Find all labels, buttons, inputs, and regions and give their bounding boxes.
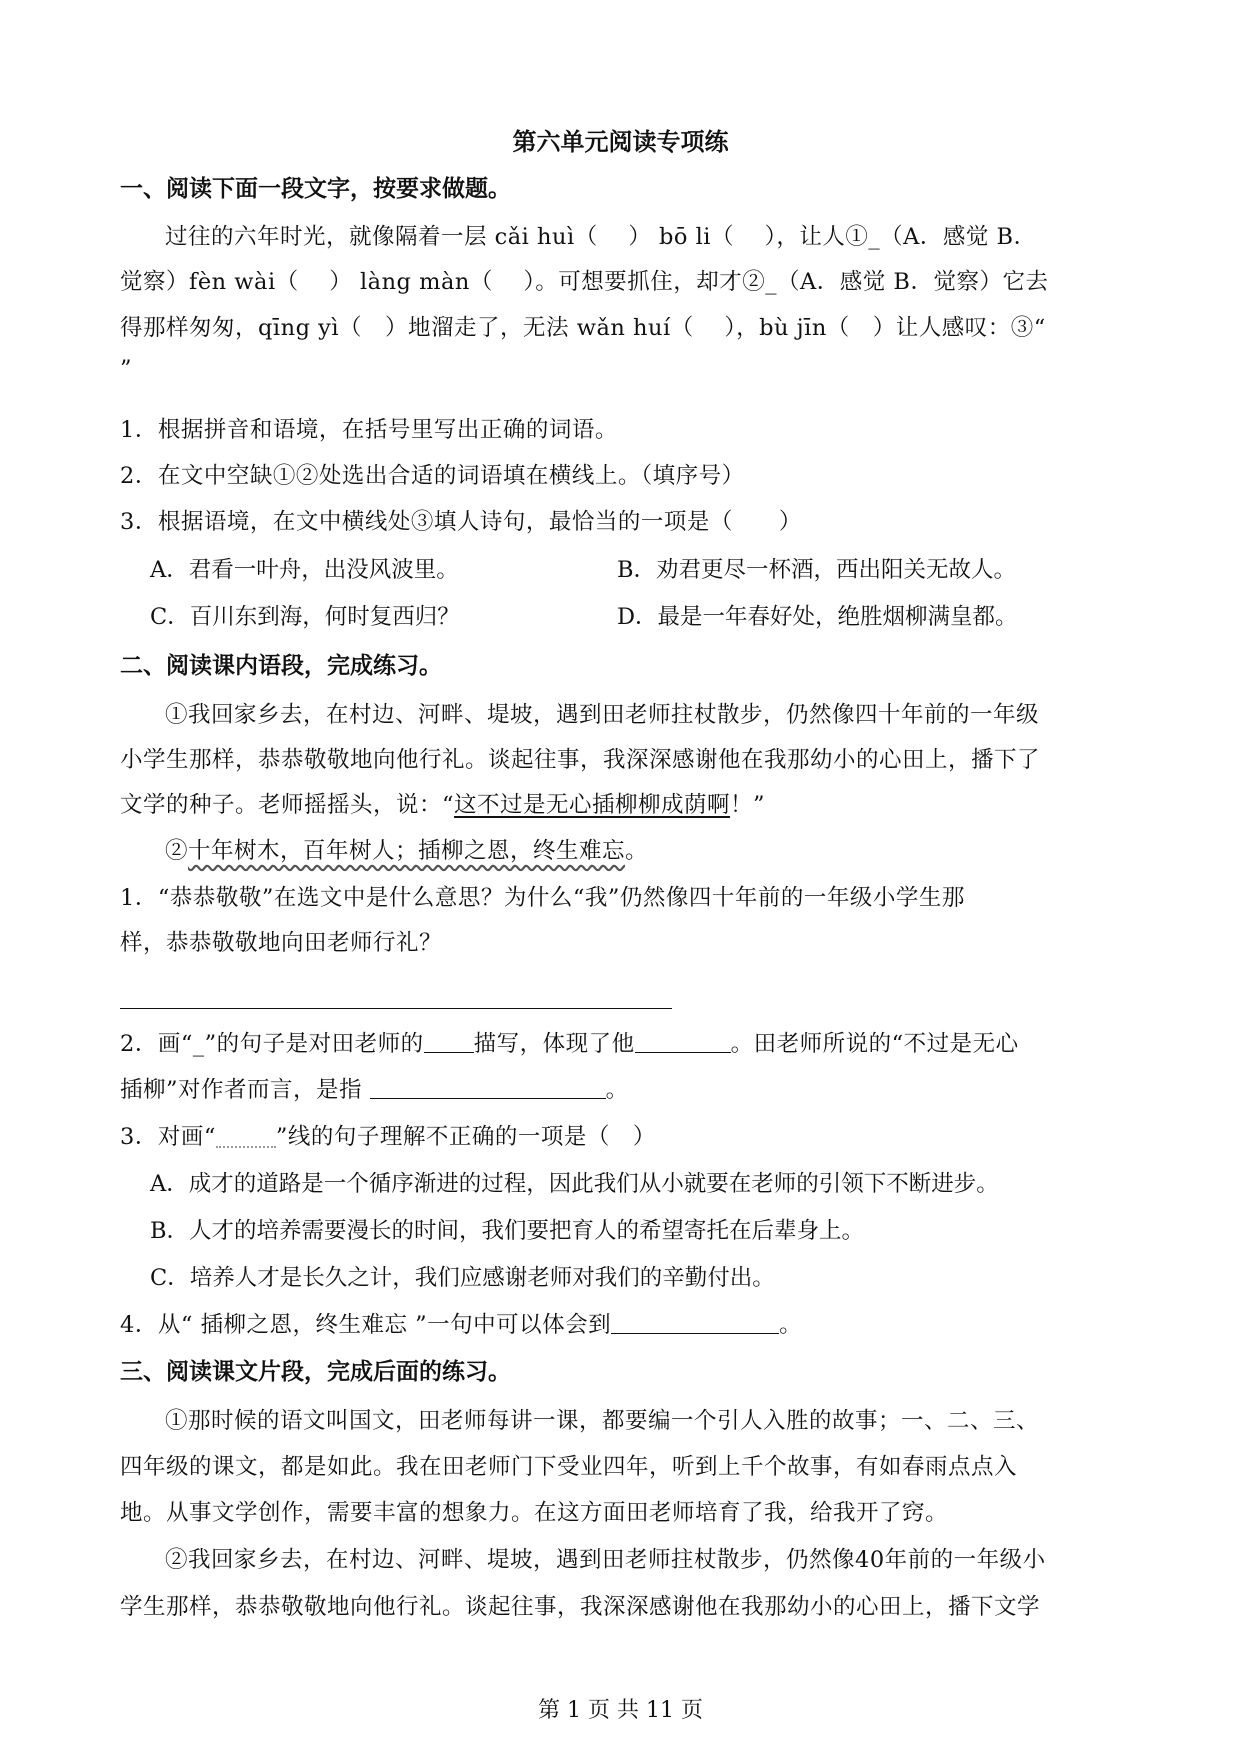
section-3-line-4: ②我回家乡去，在村边、河畔、堤坡，遇到田老师拄杖散步，仍然像40年前的一年级小 <box>165 1547 1046 1573</box>
answer-line[interactable] <box>120 1008 672 1009</box>
question-text: 4．从“ 插柳之恩，终生难忘 ”一句中可以体会到 <box>120 1312 612 1338</box>
section-1-q3-option-a: A．君看一叶舟，出没风波里。 <box>150 557 459 583</box>
question-text: 描写，体现了他 <box>473 1031 635 1057</box>
question-text: 。田老师所说的“不过是无心 <box>730 1031 1019 1057</box>
question-text: 3．对画“ <box>120 1124 216 1150</box>
section-1-q3-option-c: C．百川东到海，何时复西归？ <box>150 604 460 630</box>
section-2-q3-option-a: A．成才的道路是一个循序渐进的过程，因此我们从小就要在老师的引领下不断进步。 <box>150 1171 999 1197</box>
answer-blank[interactable] <box>424 1030 474 1053</box>
section-1-question-2: 2．在文中空缺①②处选出合适的词语填在横线上。（填序号） <box>120 463 745 489</box>
section-1-passage-line-2: 觉察）fèn wài（ ） làng màn（ ）。可想要抓住，却才②_（A．感觉 B．觉察）它去 <box>120 269 1049 295</box>
section-1-question-1: 1．根据拼音和语境，在括号里写出正确的词语。 <box>120 417 618 443</box>
question-text: 。 <box>779 1312 803 1338</box>
section-2-question-3 <box>120 1119 656 1151</box>
section-2-question-1-line-1: 1．“恭恭敬敬”在选文中是什么意思？为什么“我”仍然像四十年前的一年级小学生那 <box>120 885 965 911</box>
section-1-passage-line-1: 过往的六年时光，就像隔着一层 cǎi huì（ ） bō li（ ），让人①_（A．感觉 B． <box>165 224 1037 250</box>
paragraph-text: 文学的种子。老师摇摇头，说：“ <box>120 792 455 818</box>
section-3-line-1: ①那时候的语文叫国文，田老师每讲一课，都要编一个引人入胜的故事；一、二、三、 <box>165 1408 1040 1434</box>
underlined-sentence: 这不过是无心插柳柳成荫啊 <box>454 792 731 818</box>
question-text: 2．画“_”的句子是对田老师的 <box>120 1031 424 1057</box>
section-2-q3-option-c: C．培养人才是长久之计，我们应感谢老师对我们的辛勤付出。 <box>150 1265 775 1291</box>
section-1-q3-option-b: B．劝君更尽一杯酒，西出阳关无故人。 <box>617 557 1017 583</box>
section-3-line-3: 地。从事文学创作，需要丰富的想象力。在这方面田老师培育了我，给我开了窍。 <box>120 1500 949 1526</box>
section-2-paragraph-1-line-1: ①我回家乡去，在村边、河畔、堤坡，遇到田老师拄杖散步，仍然像四十年前的一年级 <box>165 702 1040 728</box>
section-2-question-2-line-2 <box>120 1072 629 1104</box>
question-text: 插柳”对作者而言，是指 <box>120 1077 370 1103</box>
section-2-question-1-line-2: 样，恭恭敬敬地向田老师行礼？ <box>120 930 443 956</box>
answer-blank[interactable] <box>370 1076 606 1099</box>
section-3-line-5: 学生那样，恭恭敬敬地向他行礼。谈起往事，我深深感谢他在我那幼小的心田上，播下文学 <box>120 1594 1041 1620</box>
circled-number: ② <box>165 838 189 864</box>
section-2-heading: 二、阅读课内语段，完成练习。 <box>120 652 442 679</box>
section-2-question-4 <box>120 1307 802 1339</box>
section-2-question-2-line-1 <box>120 1026 1019 1058</box>
section-1-q3-option-d: D．最是一年春好处，绝胜烟柳满皇都。 <box>617 604 1018 630</box>
paragraph-text: ！” <box>730 792 766 818</box>
section-1-heading: 一、阅读下面一段文字，按要求做题。 <box>120 175 511 202</box>
paragraph-text: 。 <box>625 838 649 864</box>
wavy-line-sample <box>216 1128 276 1148</box>
section-1-passage-line-4: ” <box>120 356 133 382</box>
question-text: ”线的句子理解不正确的一项是（ ） <box>275 1124 656 1150</box>
section-2-paragraph-1-line-2: 小学生那样，恭恭敬敬地向他行礼。谈起往事，我深深感谢他在我那幼小的心田上，播下了 <box>120 747 1041 773</box>
page-title: 第六单元阅读专项练 <box>512 127 729 156</box>
page-footer: 第 1 页 共 11 页 <box>538 1698 703 1723</box>
section-2-paragraph-2 <box>165 833 648 865</box>
question-text: 。 <box>605 1077 629 1103</box>
section-1-passage-line-3: 得那样匆匆，qīng yì（ ）地溜走了，无法 wǎn huí（ ），bù jīn（ ）让人感叹：③“ <box>120 315 1046 341</box>
section-3-line-2: 四年级的课文，都是如此。我在田老师门下受业四年，听到上千个故事，有如春雨点点入 <box>120 1454 1018 1480</box>
section-2-paragraph-1-line-3 <box>120 787 765 819</box>
answer-blank[interactable] <box>635 1030 731 1053</box>
section-2-q3-option-b: B．人才的培养需要漫长的时间，我们要把育人的希望寄托在后辈身上。 <box>150 1218 865 1244</box>
answer-blank[interactable] <box>611 1311 779 1334</box>
section-1-question-3: 3．根据语境，在文中横线处③填人诗句，最恰当的一项是（ ） <box>120 509 802 535</box>
section-3-heading: 三、阅读课文片段，完成后面的练习。 <box>120 1358 511 1385</box>
wavy-underlined-sentence: 十年树木，百年树人；插柳之恩，终生难忘 <box>188 838 626 864</box>
